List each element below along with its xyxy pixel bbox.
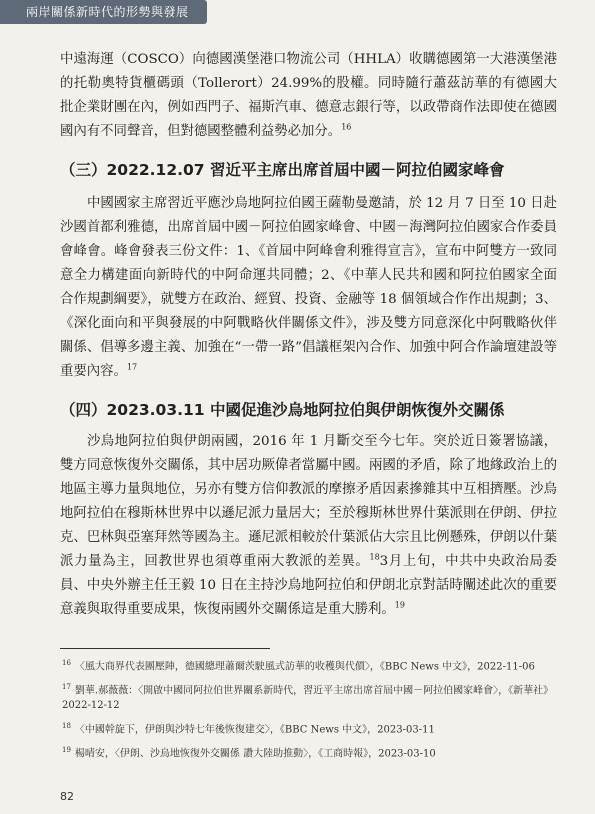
intro-paragraph — [60, 48, 557, 144]
footnote-divider — [60, 648, 270, 649]
footnote — [62, 680, 565, 712]
footnote — [62, 656, 565, 674]
footnote-number: 17 — [62, 683, 71, 692]
running-head: 兩岸關係新時代的形勢與發展 — [0, 0, 207, 24]
section-3-text: 中國國家主席習近平應沙烏地阿拉伯國王薩勒曼邀請，於 12 月 7 日至 10 日赴沙國首都利雅德，出席首屆中國－阿拉伯國家峰會、中國－海灣阿拉伯國家合作委員會峰會。峰會發表三份文件：1、《首屆中阿峰會利雅得宣言》，宣布中阿雙方一致同意全力構建面向新時代的中阿命運共同體；2、《中華人民共和國和阿拉伯國家全面合作規劃綱要》，就雙方在政治、經貿、投資、金融等 18 個領域合作作出規劃；3、《深化面向和平與發展的中阿戰略伙伴關係文件》，涉及雙方同意深化中阿戰略伙伴關係、倡導多邊主義、加強在“一帶一路”倡議框架內合作、加強中阿合作論壇建設等重要內容。 — [60, 196, 557, 379]
section-heading-4: （四）2023.03.11 中國促進沙烏地阿拉伯與伊朗恢復外交關係 — [60, 401, 505, 419]
section-3-paragraph — [60, 192, 557, 384]
footnote-text: 〈風大商界代表團壓陣，德國總理蕭爾茨駛風式訪華的收穫與代價〉，《BBC News 中文》，2022-11-06 — [74, 661, 535, 673]
page-number: 82 — [60, 790, 74, 803]
section-4-paragraph — [60, 430, 557, 622]
footnote-ref-18: 18 — [369, 552, 380, 562]
footnote — [62, 719, 565, 737]
footnote-ref-19: 19 — [394, 600, 405, 610]
footnote-number: 18 — [62, 721, 71, 730]
footnote-number: 16 — [62, 659, 71, 667]
section-4-text-b: 3月上旬，中共中央政治局委員、中央外辦主任王毅 10 日在主持沙烏地阿拉伯和伊朗北京對話時闡述此次的重要意義與取得重要成果，恢復兩國外交關係這是重大勝利。 — [60, 554, 557, 617]
section-4-text-a: 沙烏地阿拉伯與伊朗兩國，2016 年 1 月斷交至今七年。突於近日簽署協議，雙方同意恢復外交關係，其中居功厥偉者當屬中國。兩國的矛盾，除了地緣政治上的地區主導力量與地位，另亦有雙方信仰教派的摩擦矛盾因素摻雜其中互相擠壓。沙烏地阿拉伯在穆斯林世界中以遜尼派力量居大；至於穆斯林世界什葉派則在伊朗、伊拉克、巴林與亞塞拜然等國為主。遜尼派相較於什葉派佔大宗且比例懸殊，伊朗以什葉派力量為主，回教世界也須尊重兩大教派的差異。 — [60, 434, 557, 569]
section-heading-3: （三）2022.12.07 習近平主席出席首屆中國－阿拉伯國家峰會 — [60, 161, 505, 179]
body-text — [60, 48, 557, 622]
footnote-ref-16: 16 — [341, 122, 352, 132]
footnote — [62, 743, 565, 761]
footnote-number: 19 — [62, 745, 71, 754]
footnote-ref-17: 17 — [126, 362, 138, 372]
footnote-text: 劉華.郝薇薇：〈開啟中國同阿拉伯世界關系新時代，習近平主席出席首屆中國－阿拉伯國家峰會〉，《新華社》2022-12-12 — [62, 685, 554, 711]
footnotes — [62, 656, 565, 767]
intro-text: 中遠海運（COSCO）向德國漢堡港口物流公司（HHLA）收購德國第一大港漢堡港的托勒奧特貨櫃碼頭（Tollerort）24.99%的股權。同時隨行蕭茲訪華的有德國大批企業財團在內，例如西門子、福斯汽車、德意志銀行等，以政帶商作法即使在德國國內有不同聲音，但對德國整體利益勢必加分。 — [60, 52, 557, 139]
footnote-text: 楊晴安，〈伊朗、沙烏地恢復外交關係 讚大陸助推動〉，《工商時報》，2023-03-10 — [74, 748, 436, 760]
footnote-text: 〈中國幹旋下，伊朗與沙特七年後恢復建交〉，《BBC News 中文》，2023-03-11 — [74, 723, 435, 735]
